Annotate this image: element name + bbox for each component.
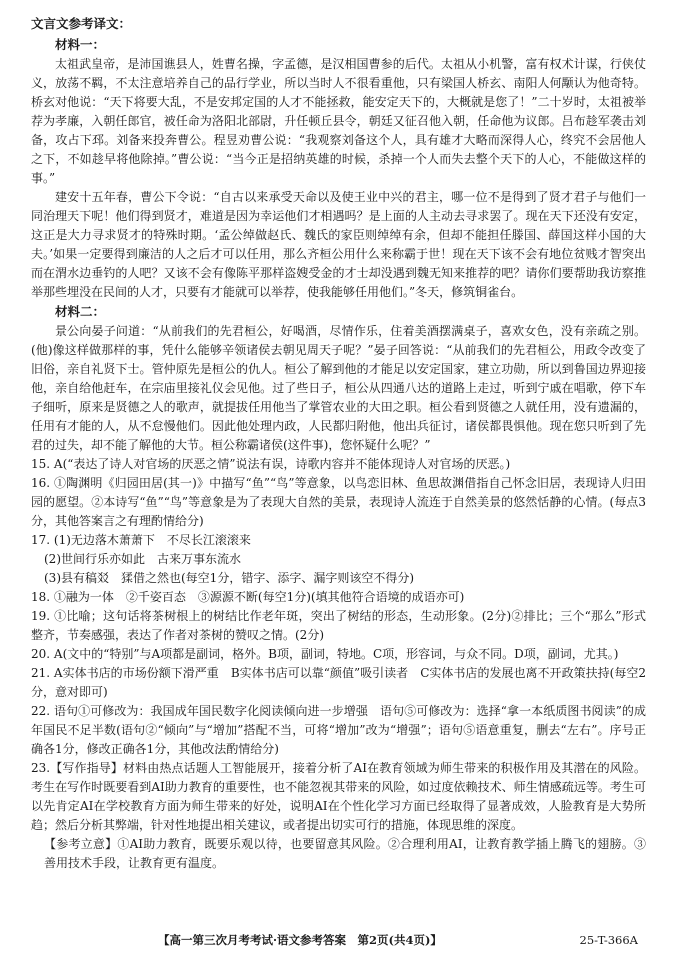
- footer-code: 25-T-366A: [579, 933, 638, 947]
- answer-item: (3)县有稿㸚 猱借之然也(每空1分，错字、添字、漏字则该空不得分): [44, 571, 414, 585]
- answer-item: 19. ①比喻；这句话将茶树根上的树结比作老年斑，突出了树结的形态，生动形象。(2分)②排比；三个“那么”形式整齐，节奏感强，表达了作者对茶树的赞叹之情。(2分): [31, 609, 646, 642]
- material-two-paragraph: 景公向晏子问道：“从前我们的先君桓公，好喝酒，尽情作乐，住着美酒摆满桌子，喜欢女色，没有亲疏之别。(他)像这样做那样的事，凭什么能够辛领诸侯去朝见周天子呢？”晏子回答说：“从前我们的先君桓公，用政令改变了旧俗，亲自礼贤下士。管仲原先是桓公的仇人。桓公了解到他的才能足以安定国家，建立功勋，所以到鲁国边界迎接他，亲自给他赶车，在宗庙里接礼仪会见他。过了些日子，桓公从四通八达的道路上走过，听到宁戚在唱歌，停下车子细听，原来是贤德之人的歌声，就提拔任用他当了掌管农业的大田之职。桓公看到贤德之人就任用，没有遗漏的，任用有才能的人，从不怠慢他们。因此他处理内政，人民都归附他，他出兵征讨，诸侯都畏惧他。现在您只听到了先君的过失，却不能了解他的大节。桓公称霸诸侯(这件事)，您怀疑什么呢？”: [31, 324, 646, 452]
- material-two-title: 材料二：: [55, 304, 106, 319]
- answer-item: 23.【写作指导】材料由热点话题人工智能展开，接着分析了AI在教育领域为师生带来的积极作用及其潜在的风险。考生在写作时既要看到AI助力教育的重要性，也不能忽视其带来的风险，如过度依赖技术、师生情感疏远等。考生可以先肯定AI在学校教育方面为师生带来的好处，说明AI在个性化学习方面已经取得了显著成效，人脸教育是大势所趋；然后分析其弊端，针对性地提出相关建议，或者提出切实可行的措施，体现思维的深度。: [31, 761, 646, 832]
- answer-item: 22. 语句①可修改为：我国成年国民数字化阅读倾向进一步增强 语句⑤可修改为：选择“拿一本纸质图书阅读”的成年国民不足半数(语句②“倾向”与“增加”搭配不当，可将“增加”改为“增强”；语句⑤语意重复，删去“左右”。序号正确各1分，修改正确各1分，其他改法酌情给分): [31, 704, 646, 756]
- answer-item: (2)世间行乐亦如此 古来万事东流水: [44, 552, 241, 566]
- answer-item: 15. A(“表达了诗人对官场的厌恶之情”说法有误，诗歌内容并不能体现诗人对官场的厌恶。): [31, 457, 511, 471]
- answer-item: 21. A实体书店的市场份额下滑严重 B实体书店可以靠“颜值”吸引读者 C实体书店的发展也离不开政策扶持(每空2分，意对即可): [31, 666, 646, 699]
- footer-title: 【高一第三次月考考试·语文参考答案 第2页(共4页)】: [158, 933, 442, 947]
- material-one-paragraph: 太祖武皇帝，是沛国谯县人，姓曹名操，字孟德，是汉相国曹参的后代。太祖从小机警，富有权术计谋，行侠仗义，放荡不羁，不太注意培养自己的品行学业，所以当时人不很看重他，只有梁国人桥玄、南阳人何颙认为他奇特。桥玄对他说：“天下将要大乱，不是安邦定国的人才不能拯救，能安定天下的，大概就是您了！”二十岁时，太祖被举荐为孝廉，入朝任郎官，被任命为洛阳北部尉，升任顿丘县令，朝廷又征召他入朝，任命他为议郎。吕布趁军袭击刘备，攻占下邳。刘备来投奔曹公。程昱劝曹公说：“我观察刘备这个人，具有雄才大略而深得人心，终究不会居他人之下，不如趁早将他除掉。”曹公说：“当今正是招纳英雄的时候，杀掉一个人而失去整个天下的人心，不能做这样的事。”: [31, 57, 646, 185]
- answer-item: 16. ①陶渊明《归园田居(其一)》中描写“鱼”“鸟”等意象，以鸟恋旧林、鱼思故渊借指自己怀念旧居，表现诗人归田园的愿望。②本诗写“鱼”“鸟”等意象是为了表现大自然的美景，表现诗人流连于自然美景的悠然恬静的心情。(每点3分，其他答案言之有理酌情给分): [31, 476, 646, 528]
- answer-item: 18. ①融为一体 ②千姿百态 ③源源不断(每空1分)(填其他符合语境的成语亦可): [31, 590, 465, 604]
- section-heading: 文言文参考译文：: [31, 16, 132, 31]
- answer-item: 17. (1)无边落木萧萧下 不尽长江滚滚来: [31, 533, 251, 547]
- answer-item: 20. A(文中的“特别”与A项都是副词，格外。B项，副词，特地。C项，形容词，与众不同。D项，副词，尤其。): [31, 647, 619, 661]
- material-one-paragraph: 建安十五年春，曹公下令说：“自古以来承受天命以及使王业中兴的君主，哪一位不是得到了贤才君子与他们一同治理天下呢！他们得到贤才，难道是因为幸运他们才相遇吗？是上面的人主动去寻求罢了。现在天下还没有安定，这正是大力寻求贤才的特殊时期。‘孟公绰做赵氏、魏氏的家臣则绰绰有余，但却不能担任滕国、薛国这样小国的大夫。’如果一定要得到廉洁的人之后才可以任用，那么齐桓公用什么来称霸于世！现在天下该不会有地位贫贱才智突出而在渭水边垂钓的人吧？又该不会有像陈平那样盗嫂受金的才士却没遇到魏无知来推荐的吧？请你们要帮助我访察推举那些埋没在民间的人才，只要有才能就可以举荐，使我能够任用他们。”冬天，修筑铜雀台。: [31, 190, 646, 299]
- material-one-title: 材料一：: [55, 37, 106, 52]
- answer-item: 【参考立意】①AI助力教育，既要乐观以待，也要留意其风险。②合理利用AI，让教育教学插上腾飞的翅膀。③善用技术手段，让教育更有温度。: [44, 837, 646, 870]
